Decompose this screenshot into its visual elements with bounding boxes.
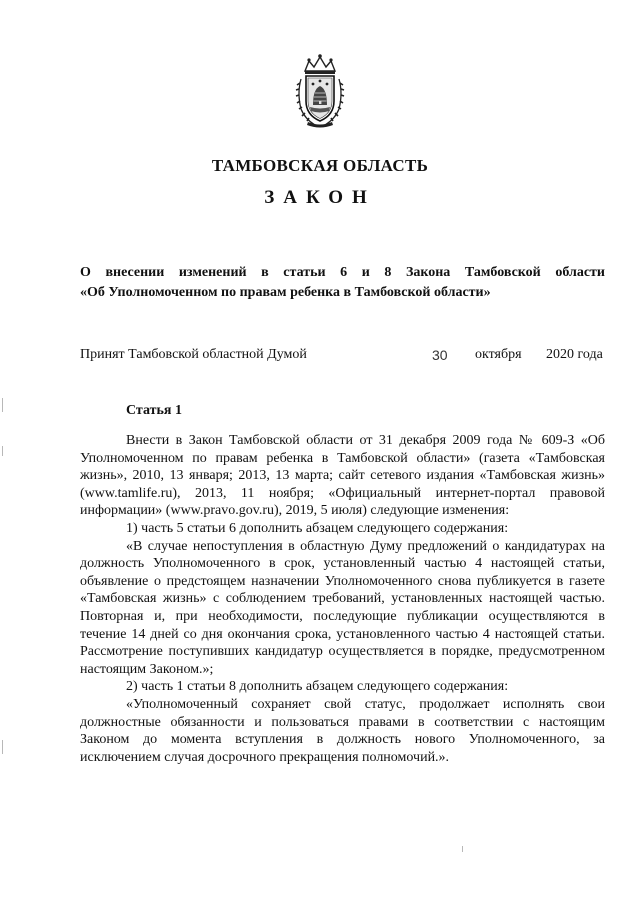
scan-mark	[2, 398, 3, 412]
adoption-year: 2020 года	[546, 347, 603, 362]
coat-of-arms-icon	[293, 53, 347, 129]
article-heading: Статья 1	[126, 403, 182, 418]
article-paragraph: Внести в Закон Тамбовской области от 31 декабря 2009 года № 609-З «Об Уполномоченном по правам ребенка в Тамбовской области» (газета «Тамбовская жизнь», 2010, 13 января; 2013, 13 марта; сайт сетевого издания «Тамбовская жизнь» (www.tamlife.ru), 2013, 11 ноября; «Официальный интернет-портал правовой информации» (www.pravo.gov.ru), 2019, 5 июля) следующие изменения:	[80, 433, 605, 519]
adoption-label: Принят Тамбовской областной Думой	[80, 347, 307, 362]
document-type: ЗАКОН	[264, 187, 376, 208]
law-title-line-1: О внесении изменений в статьи 6 и 8 Закона Тамбовской области	[80, 265, 605, 280]
article-paragraph: 1) часть 5 статьи 6 дополнить абзацем следующего содержания:	[126, 520, 509, 536]
scan-mark	[462, 846, 463, 852]
law-title	[80, 263, 605, 303]
article-paragraph: «В случае непоступления в областную Думу предложений о кандидатурах на должность Уполномоченного в срок, установленный частью 4 настоящей статьи, объявление о предстоящем назначении Уполномоченного снова публикуется в газете «Тамбовская жизнь» с соблюдением требований, установленных настоящей частью. Повторная и, при необходимости, последующие публикации осуществляются в течение 14 дней со дня окончания срока, установленного частью 4 настоящей статьи. Рассмотрение поступивших кандидатур осуществляется в порядке, предусмотренном настоящим Законом.»;	[80, 538, 605, 677]
article-paragraph: 2) часть 1 статьи 8 дополнить абзацем следующего содержания:	[126, 679, 509, 695]
adoption-day: 30	[432, 347, 448, 363]
scan-mark	[2, 740, 3, 754]
adoption-month: октября	[475, 347, 522, 362]
scan-mark	[2, 446, 3, 456]
article-body	[80, 432, 605, 766]
region-name: ТАМБОВСКАЯ ОБЛАСТЬ	[211, 156, 429, 175]
article-paragraph: «Уполномоченный сохраняет свой статус, продолжает исполнять свои должностные обязанности и пользоваться правами в соответствии с настоящим Законом до момента вступления в должность нового Уполномоченного, за исключением случая досрочного прекращения полномочий.».	[80, 696, 605, 765]
law-title-line-2: «Об Уполномоченном по правам ребенка в Тамбовской области»	[80, 285, 491, 300]
